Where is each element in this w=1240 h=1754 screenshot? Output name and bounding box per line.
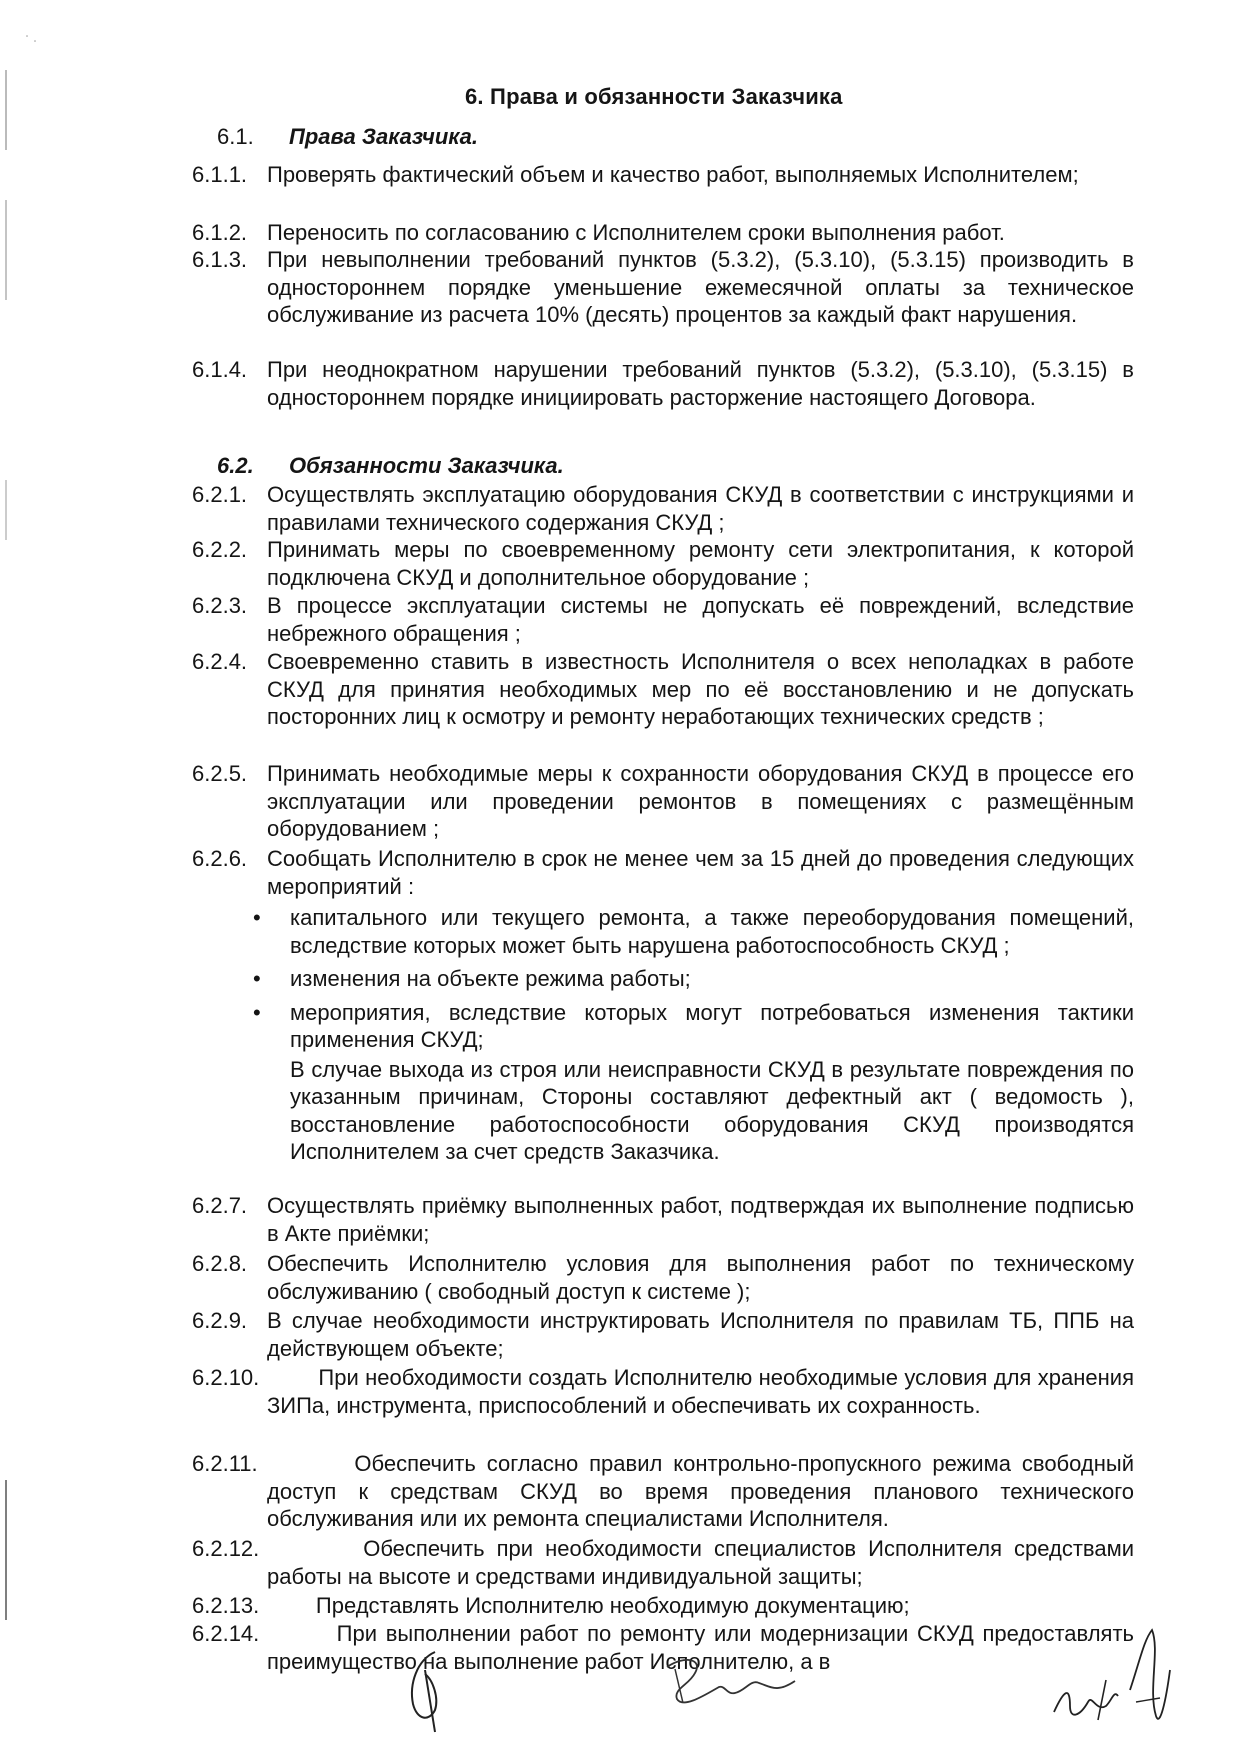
clause-6-2-11 [192, 1450, 1141, 1533]
clause-text: Обеспечить при необходимости специалистов Исполнителя средствами работы на высоте и средствами индивидуальной защиты; [267, 1536, 1141, 1589]
clause-number: 6.2.13. [192, 1593, 260, 1618]
clause-6-2-2 [192, 536, 1134, 591]
clause-text: Сообщать Исполнителю в срок не менее чем за 15 дней до проведения следующих мероприятий : [267, 846, 1134, 899]
clause-6-2-10 [192, 1364, 1141, 1419]
clause-number: 6.2.11. [192, 1451, 258, 1476]
clause-number: 6.2.1. [192, 482, 248, 507]
clause-text: Представлять Исполнителю необходимую документацию; [267, 1593, 910, 1618]
clause-number: 6.2.2. [192, 537, 248, 562]
clause-6-2-1 [192, 481, 1134, 536]
bullet-dot-icon: • [253, 966, 261, 991]
handwritten-initials-signature [395, 1640, 465, 1740]
clause-6-2-7 [192, 1192, 1134, 1247]
clause-number: 6.1.3. [192, 247, 248, 272]
clause-6-2-8 [192, 1250, 1134, 1305]
bullet-dot-icon: • [253, 905, 261, 930]
subsection-rights [217, 124, 478, 150]
clause-text: Обеспечить Исполнителю условия для выполнения работ по техническому обслуживанию ( свободный доступ к системе ); [267, 1251, 1134, 1304]
clause-text: В случае необходимости инструктировать Исполнителя по правилам ТБ, ППБ на действующем объекте; [267, 1308, 1134, 1361]
clause-number: 6.2.6. [192, 846, 248, 871]
clause-text: Проверять фактический объем и качество работ, выполняемых Исполнителем; [267, 162, 1079, 187]
bullet-note: В случае выхода из строя или неисправности СКУД в результате повреждения по указанным причинам, Стороны составляют дефектный акт ( ведомость ), восстановление работоспособности оборудования СКУД производятся Исполнителем за счет средств Заказчика. [290, 1056, 1134, 1164]
subsection-obligations [217, 453, 564, 479]
clause-number: 6.2.5. [192, 761, 248, 786]
clause-number: 6.2.9. [192, 1308, 248, 1333]
clause-6-1-4 [192, 356, 1134, 411]
subsection-label: Права Заказчика. [289, 124, 479, 149]
bullet-text: капитального или текущего ремонта, а также переоборудования помещений, вследствие которых может быть нарушена работоспособность СКУД ; [290, 905, 1134, 958]
clause-number: 6.2.14. [192, 1621, 260, 1646]
subsection-number: 6.1. [217, 124, 254, 149]
clause-number: 6.1.2. [192, 220, 248, 245]
clause-6-2-5 [192, 760, 1134, 843]
handwritten-signature-right [1040, 1620, 1190, 1740]
clause-6-1-2 [192, 219, 1134, 247]
clause-text: Своевременно ставить в известность Исполнителя о всех неполадках в работе СКУД для принятия необходимых мер по её восстановлению и не допускать посторонних лиц к осмотру и ремонту неработающих технических средств ; [267, 649, 1134, 729]
bullet-item [253, 965, 1134, 993]
scan-margin-marks [0, 0, 60, 1754]
clause-number: 6.2.12. [192, 1536, 260, 1561]
clause-text: При неоднократном нарушении требований пунктов (5.3.2), (5.3.10), (5.3.15) в одностороннем порядке инициировать расторжение настоящего Договора. [267, 357, 1134, 410]
clause-6-2-12 [192, 1535, 1141, 1590]
clause-text: В процессе эксплуатации системы не допускать её повреждений, вследствие небрежного обращения ; [267, 593, 1134, 646]
clause-text: Принимать необходимые меры к сохранности оборудования СКУД в процессе его эксплуатации или проведении ремонтов в помещениях с размещённым оборудованием ; [267, 761, 1134, 841]
event-bullet-list [250, 904, 1134, 1166]
bullet-text: изменения на объекте режима работы; [290, 966, 691, 991]
clause-number: 6.1.4. [192, 357, 248, 382]
clause-text: При невыполнении требований пунктов (5.3.2), (5.3.10), (5.3.15) производить в одностороннем порядке уменьшение ежемесячной оплаты за техническое обслуживание из расчета 10% (десять) процентов за каждый факт нарушения. [267, 247, 1134, 327]
clause-number: 6.2.4. [192, 649, 248, 674]
clause-6-2-6 [192, 845, 1134, 900]
bullet-dot-icon: • [253, 999, 261, 1025]
clause-number: 6.2.3. [192, 593, 248, 618]
bullet-item [253, 904, 1134, 959]
clause-6-2-4 [192, 648, 1134, 731]
clause-6-2-3 [192, 592, 1134, 647]
clause-6-1-3 [192, 246, 1134, 329]
clause-number: 6.1.1. [192, 162, 248, 187]
clause-text: Осуществлять приёмку выполненных работ, подтверждая их выполнение подписью в Акте приёмки; [267, 1193, 1134, 1246]
clause-text: При выполнении работ по ремонту или модернизации СКУД предоставлять преимущество на выполнение работ Исполнителю, а в [267, 1621, 1141, 1674]
handwritten-signature [655, 1645, 805, 1715]
clause-number: 6.2.10. [192, 1365, 260, 1390]
bullet-text: мероприятия, вследствие которых могут потребоваться изменения тактики применения СКУД; [290, 999, 1134, 1052]
clause-text: Обеспечить согласно правил контрольно-пропускного режима свободный доступ к средствам СКУД во время проведения планового технического обслуживания или их ремонта специалистами Исполнителя. [267, 1451, 1141, 1531]
clause-text: Осуществлять эксплуатацию оборудования СКУД в соответствии с инструкциями и правилами технического содержания СКУД ; [267, 482, 1134, 535]
clause-text: Принимать меры по своевременному ремонту сети электропитания, к которой подключена СКУД и дополнительное оборудование ; [267, 537, 1134, 590]
clause-number: 6.2.8. [192, 1251, 248, 1276]
clause-number: 6.2.7. [192, 1193, 248, 1218]
bullet-item [253, 999, 1134, 1054]
clause-6-1-1 [192, 161, 1134, 189]
clause-6-2-9 [192, 1307, 1134, 1362]
subsection-number: 6.2. [217, 453, 254, 478]
subsection-label: Обязанности Заказчика. [289, 453, 564, 478]
section-title: 6. Права и обязанности Заказчика [465, 84, 843, 109]
clause-6-2-13 [192, 1592, 1134, 1620]
clause-text: При необходимости создать Исполнителю необходимые условия для хранения ЗИПа, инструмента, приспособлений и обеспечивать их сохранность. [267, 1365, 1141, 1418]
clause-text: Переносить по согласованию с Исполнителем сроки выполнения работ. [267, 220, 1005, 245]
